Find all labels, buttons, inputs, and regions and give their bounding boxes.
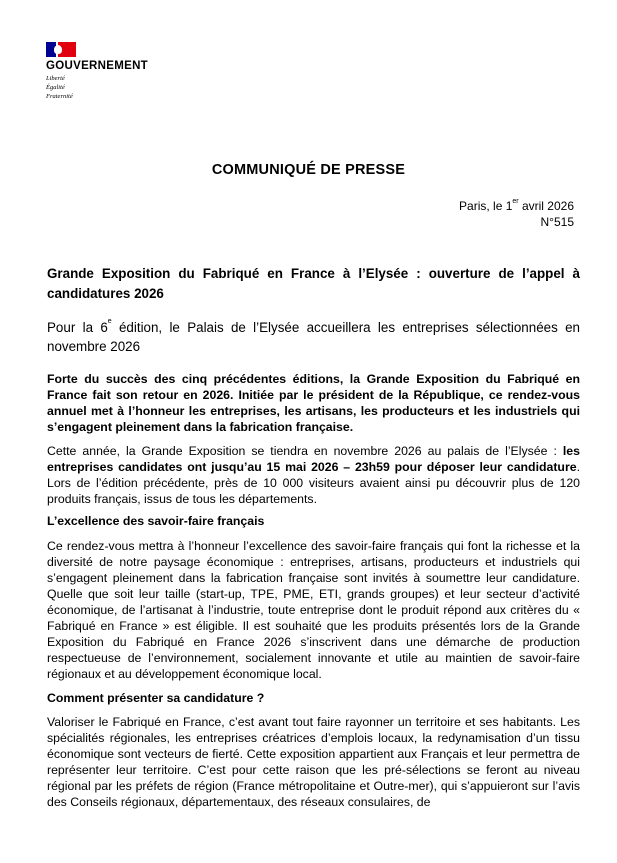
logo-title: GOUVERNEMENT [46, 60, 148, 72]
government-logo [46, 42, 176, 100]
logo-motto-2: Égalité [46, 84, 65, 91]
logo-motto-1: Liberté [46, 75, 65, 82]
document-title: COMMUNIQUÉ DE PRESSE [211, 162, 406, 178]
section-heading-candidature: Comment présenter sa candidature ? [47, 691, 265, 705]
intro-paragraph: Forte du succès des cinq précédentes éditions, la Grande Exposition du Fabriqué en France fait son retour en 2026. Initiée par le président de la République, ce rendez-vous annuel met à l’honneur les entreprises, les artisans, les producteurs et les industriels qui s’engagent pleinement dans la fabrication française. [47, 372, 580, 434]
subheadline: Pour la 6e édition, le Palais de l’Elysée accueillera les entreprises sélectionnées en novembre 2026 [47, 318, 580, 354]
marianne-flag-icon [46, 42, 76, 57]
paragraph-candidature: Valoriser le Fabriqué en France, c’est avant tout faire rayonner un territoire et ses habitants. Les spécialités régionales, les entreprises créatrices d’emplois locaux, la redynamisation d’un tissu économique sont vecteurs de fierté. Cette exposition appartient aux Français et leur permettra de représenter leur territoire. C’est pour cette raison que les pré-sélections se feront au niveau régional par les préfets de région (France métropolitaine et Outre-mer), qui s’appuieront sur l’avis des Conseils régionaux, départementaux, des réseaux consulaires, de [47, 715, 580, 809]
section-heading-excellence: L’excellence des savoir-faire français [47, 514, 265, 528]
paragraph-dates: Cette année, la Grande Exposition se tiendra en novembre 2026 au palais de l’Elysée : les entreprises candidates ont jusqu’au 15 mai 2026 – 23h59 pour déposer leur candidature. Lors de l’édition précédente, près de 10 000 visiteurs avaient ainsi pu découvrir plus de 120 produits français, issus de tous les départements. [47, 444, 580, 506]
release-number: N°515 [540, 215, 574, 229]
paragraph-excellence: Ce rendez-vous mettra à l’honneur l’excellence des savoir-faire français qui font la richesse et la diversité de notre paysage économique : entreprises, artisans, producteurs et industriels qui s’engagent pleinement dans la fabrication française sont invités à soumettre leur candidature. Quelle que soit leur taille (start-up, TPE, PME, ETI, grands groupes) et leur secteur d’activité économique, de l’artisanat à l’industrie, toute entreprise dont le produit répond aux critères du « Fabriqué en France » est éligible. Il est souhaité que les produits présentés lors de la Grande Exposition du Fabriqué en France 2026 s’inscrivent dans une démarche de production respectueuse de l’environnement, socialement innovante et utile au maintien de savoir-faire régionaux et au développement économique local. [47, 539, 580, 681]
dateline [459, 198, 574, 230]
date: Paris, le 1er avril 2026 [459, 198, 574, 213]
headline: Grande Exposition du Fabriqué en France à l’Elysée : ouverture de l’appel à candidatures 2026 [47, 266, 580, 301]
logo-motto-3: Fraternité [46, 93, 73, 100]
